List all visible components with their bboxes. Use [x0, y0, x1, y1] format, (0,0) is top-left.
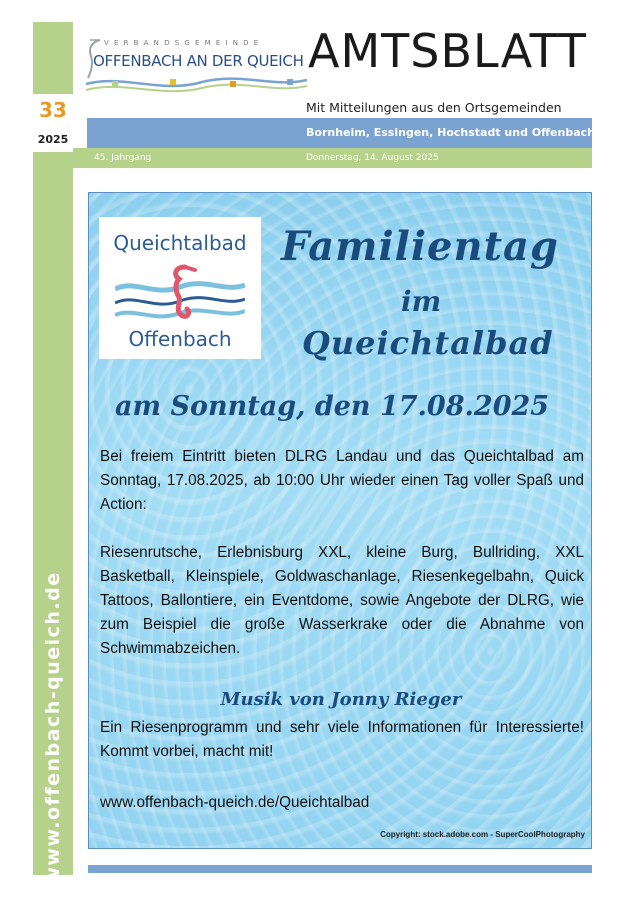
side-url	[33, 570, 73, 885]
newspaper-title: AMTSBLATT	[308, 24, 587, 78]
seahorse-icon	[115, 261, 245, 327]
logo-text-bottom: Offenbach	[128, 327, 232, 351]
copyright-note: Copyright: stock.adobe.com - SuperCoolPhotography	[380, 830, 585, 839]
side-url-text: www.offenbach-queich.de	[42, 570, 64, 885]
headline-line-3: Queichtalbad	[302, 324, 554, 362]
bottom-bar	[88, 865, 592, 873]
music-line: Musik von Jonny Rieger	[220, 689, 462, 710]
issue-date: Donnerstag, 14. August 2025	[306, 153, 439, 163]
headline-line-1: Familientag	[281, 223, 559, 270]
newspaper-subtitle: Mit Mitteilungen aus den Ortsgemeinden	[306, 100, 562, 115]
logo-name: OFFENBACH AN DER QUEICH	[93, 52, 304, 70]
volume-text: 45. Jahrgang	[94, 153, 152, 163]
logo-text-top: Queichtalbad	[113, 231, 247, 255]
issue-number: 33	[39, 98, 67, 122]
event-date: am Sonntag, den 17.08.2025	[115, 391, 550, 422]
logo-subtitle: VERBANDSGEMEINDE	[104, 39, 264, 47]
event-poster	[88, 192, 592, 849]
queichtalbad-logo	[99, 217, 261, 359]
municipalities-text: Bornheim, Essingen, Hochstadt und Offenbach	[306, 126, 595, 139]
intro-paragraph: Bei freiem Eintritt bieten DLRG Landau und das Queichtalbad am Sonntag, 17.08.2025, ab 10:00 Uhr wieder einen Tag voller Spaß und Action:	[100, 448, 584, 513]
invitation-paragraph: Ein Riesenprogramm und sehr viele Informationen für Interessierte! Kommt vorbei, macht mit!	[100, 719, 584, 760]
issue-year: 2025	[37, 133, 69, 146]
headline-line-2: im	[401, 285, 442, 318]
activities-paragraph: Riesenrutsche, Erlebnisburg XXL, kleine Burg, Bullriding, XXL Basketball, Kleinspiele, Goldwaschanlage, Riesenkegelbahn, Quick Tattoos, Ballontiere, ein Eventdome, sowie Angebote der DLRG, wie zum Beispiel die große Wasserkrake oder die Abnahme von Schwimmabzeichen.	[100, 544, 584, 657]
website-link[interactable]: www.offenbach-queich.de/Queichtalbad	[100, 794, 370, 811]
